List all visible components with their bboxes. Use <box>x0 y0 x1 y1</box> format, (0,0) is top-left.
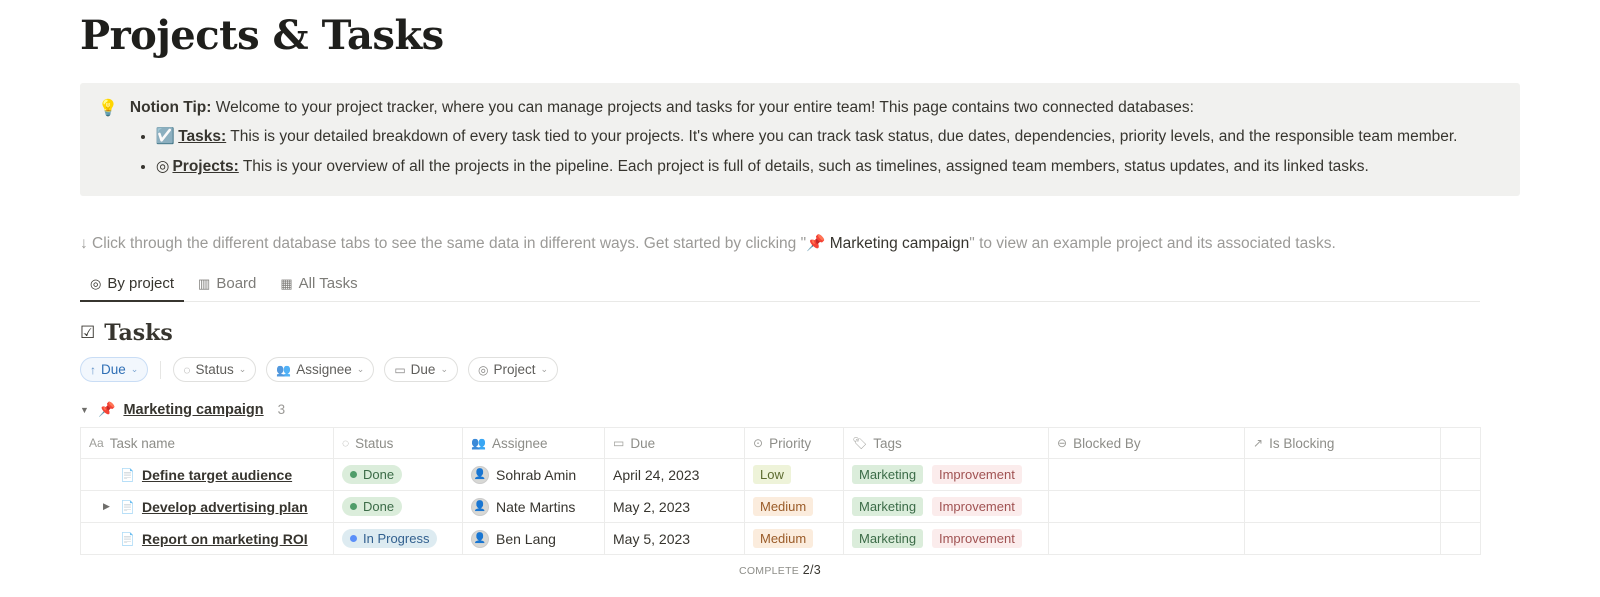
page-icon: 📄 <box>120 467 135 482</box>
cell-blocked-by[interactable] <box>1049 523 1245 555</box>
table-row[interactable] <box>81 459 1481 491</box>
status-dot-icon <box>350 471 357 478</box>
callout-item-text-projects: This is your overview of all the projects in the pipeline. Each project is full of details, such as timelines, assigned team members, status updates, and its linked tasks. <box>238 158 1369 175</box>
avatar: 👤 <box>471 530 489 548</box>
callout-lead-bold: Notion Tip: <box>129 99 212 116</box>
checkbox-icon: ☑ <box>80 323 96 342</box>
priority-badge: Medium <box>753 497 813 516</box>
cell-tags[interactable] <box>844 523 1049 555</box>
tag-badge: Improvement <box>932 465 1022 484</box>
cell-assignee[interactable] <box>463 491 605 523</box>
page-icon: 📄 <box>120 531 135 546</box>
col-blocked-by[interactable] <box>1049 428 1245 459</box>
people-icon: 👥 <box>471 436 486 450</box>
cell-tags[interactable] <box>844 491 1049 523</box>
hint-prefix: ↓ Click through the different database tabs to see the same data in different ways. Get started by clicking " <box>80 235 807 252</box>
status-icon: ◌ <box>342 436 350 450</box>
chevron-down-icon: ⌄ <box>238 364 247 374</box>
complete-label: COMPLETE <box>738 565 800 577</box>
relation-icon: ⊖ <box>1057 436 1068 450</box>
page-icon: 📄 <box>120 499 135 514</box>
chevron-down-icon: ⌄ <box>540 364 549 374</box>
cell-task-name[interactable] <box>81 491 334 523</box>
status-label: In Progress <box>363 531 430 546</box>
priority-badge: Medium <box>753 529 813 548</box>
group-count: 3 <box>277 402 286 417</box>
database-tabs <box>80 269 1480 302</box>
filter-chip-label-due: Due <box>410 362 436 377</box>
priority-badge: Low <box>753 465 791 484</box>
tab-by-project[interactable] <box>80 269 184 302</box>
col-label-tags: Tags <box>873 435 902 451</box>
tag-badge: Improvement <box>932 529 1022 548</box>
col-label-is-blocking: Is Blocking <box>1269 435 1335 451</box>
tab-label-all-tasks: All Tasks <box>298 275 358 292</box>
col-task-name[interactable] <box>81 428 334 459</box>
col-label-assignee: Assignee <box>491 435 548 451</box>
cell-assignee[interactable] <box>463 459 605 491</box>
cell-blocked-by[interactable] <box>1049 491 1245 523</box>
filter-chip-label-assignee: Assignee <box>296 362 352 377</box>
cell-status[interactable] <box>334 459 463 491</box>
cell-spacer <box>1441 459 1481 491</box>
callout-item-label-projects[interactable]: Projects: <box>172 158 239 175</box>
task-name[interactable]: Report on marketing ROI <box>141 530 308 547</box>
cell-priority[interactable] <box>745 459 844 491</box>
cell-tags[interactable] <box>844 459 1049 491</box>
tag-badge: Improvement <box>932 497 1022 516</box>
col-tags[interactable] <box>844 428 1049 459</box>
callout-list <box>130 126 1502 178</box>
status-dot-icon <box>350 503 357 510</box>
filter-chip-label-status: Status <box>195 362 234 377</box>
complete-summary[interactable] <box>739 563 821 577</box>
cell-is-blocking[interactable] <box>1245 459 1441 491</box>
status-badge <box>342 529 437 548</box>
pin-icon: 📌 <box>806 235 826 252</box>
cell-task-name[interactable] <box>81 523 334 555</box>
col-label-task-name: Task name <box>109 435 175 451</box>
tag-badge: Marketing <box>852 529 923 548</box>
callout-lead <box>130 97 1502 119</box>
cell-priority[interactable] <box>745 491 844 523</box>
callout-item-label-tasks[interactable]: Tasks: <box>178 128 227 145</box>
people-icon: 👥 <box>276 362 292 377</box>
hint-link[interactable]: Marketing campaign <box>825 235 970 252</box>
tag-icon: 🏷 <box>852 436 868 450</box>
database-name[interactable]: Tasks <box>104 320 173 346</box>
cell-priority[interactable] <box>745 523 844 555</box>
arrow-up-right-icon: ↗ <box>1253 436 1264 450</box>
task-name[interactable]: Define target audience <box>141 466 293 483</box>
filter-chip-due[interactable] <box>384 357 458 382</box>
table-footer <box>80 563 1480 577</box>
text-icon: Aa <box>89 436 104 450</box>
group-name[interactable]: Marketing campaign <box>123 401 264 418</box>
filter-chip-status[interactable] <box>173 357 256 382</box>
assignee-name: Nate Martins <box>496 498 576 515</box>
task-name[interactable]: Develop advertising plan <box>141 498 308 515</box>
status-label: Done <box>363 467 395 482</box>
col-is-blocking[interactable] <box>1245 428 1441 459</box>
callout-item-text-tasks: This is your detailed breakdown of every task tied to your projects. It's where you can track task status, due dates, dependencies, priority levels, and the responsible team member. <box>226 128 1458 145</box>
pin-icon: 📌 <box>98 401 116 417</box>
complete-value: 2/3 <box>802 563 822 577</box>
cell-is-blocking[interactable] <box>1245 523 1441 555</box>
group-header[interactable] <box>80 401 1520 418</box>
col-label-status: Status <box>355 435 394 451</box>
hint-line <box>80 233 1520 255</box>
chevron-down-icon[interactable]: ▼ <box>80 404 89 415</box>
tag-badge: Marketing <box>852 497 923 516</box>
filter-chip-project[interactable] <box>468 357 558 382</box>
lightbulb-icon: 💡 <box>98 100 118 117</box>
tag-badge: Marketing <box>852 465 923 484</box>
tab-all-tasks[interactable] <box>270 269 367 302</box>
assignee-name: Ben Lang <box>496 530 556 547</box>
sort-up-icon: ↑ <box>90 362 96 377</box>
cell-assignee[interactable] <box>463 523 605 555</box>
avatar: 👤 <box>471 466 489 484</box>
chevron-down-icon: ⌄ <box>356 364 365 374</box>
cell-due[interactable]: May 5, 2023 <box>605 523 745 555</box>
target-icon: ◎ <box>477 362 489 377</box>
col-add-property[interactable] <box>1441 428 1481 459</box>
filter-chip-label-project: Project <box>493 362 536 377</box>
chevron-down-icon: ⌄ <box>130 364 139 374</box>
col-assignee[interactable] <box>463 428 605 459</box>
board-icon: ▥ <box>198 276 211 291</box>
checkbox-icon: ☑️ <box>155 128 176 145</box>
tab-label-board: Board <box>216 275 257 292</box>
chevron-down-icon: ⌄ <box>440 364 448 374</box>
col-due[interactable] <box>605 428 745 459</box>
assignee-name: Sohrab Amin <box>496 466 577 483</box>
callout-list-item-projects <box>156 156 1502 178</box>
cell-due[interactable]: May 2, 2023 <box>605 491 745 523</box>
callout-list-item-tasks <box>156 126 1502 148</box>
status-badge <box>342 497 402 516</box>
cell-status[interactable] <box>334 491 463 523</box>
col-status[interactable] <box>334 428 463 459</box>
notion-tip-callout <box>80 83 1520 196</box>
tab-label-by-project: By project <box>107 275 175 292</box>
cell-spacer <box>1441 491 1481 523</box>
page-title: Projects & Tasks <box>80 12 444 59</box>
divider <box>160 361 161 379</box>
hint-suffix: " to view an example project and its associated tasks. <box>969 235 1336 252</box>
callout-body <box>130 97 1502 178</box>
col-label-priority: Priority <box>769 435 812 451</box>
tab-board[interactable] <box>188 269 266 302</box>
status-label: Done <box>363 499 395 514</box>
table-icon: ▦ <box>280 276 293 291</box>
table-header-row <box>81 428 1481 459</box>
status-badge <box>342 465 402 484</box>
cell-is-blocking[interactable] <box>1245 491 1441 523</box>
callout-lead-text: Welcome to your project tracker, where you can manage projects and tasks for your entire team! This page contains two connected databases: <box>211 99 1194 116</box>
filter-chip-assignee[interactable] <box>266 357 374 382</box>
expand-caret-icon[interactable]: ▶ <box>103 501 110 511</box>
status-dot-icon <box>350 535 357 542</box>
calendar-icon: ▭ <box>613 436 625 450</box>
table-row[interactable] <box>81 491 1481 523</box>
page-root <box>0 12 1600 597</box>
target-icon: ◎ <box>155 158 170 175</box>
calendar-icon: ▭ <box>394 362 406 377</box>
tasks-table <box>80 427 1481 555</box>
table-row[interactable] <box>81 523 1481 555</box>
cell-due[interactable]: April 24, 2023 <box>605 459 745 491</box>
database-title <box>80 320 1520 346</box>
select-icon: ⊙ <box>753 436 764 450</box>
target-icon: ◎ <box>90 276 102 291</box>
avatar: 👤 <box>471 498 489 516</box>
filter-bar <box>80 357 1520 382</box>
sort-chip-due[interactable] <box>80 357 148 382</box>
col-priority[interactable] <box>745 428 844 459</box>
col-label-due: Due <box>630 435 656 451</box>
sort-chip-label: Due <box>101 362 126 377</box>
cell-status[interactable] <box>334 523 463 555</box>
status-icon: ◌ <box>183 362 191 377</box>
col-label-blocked-by: Blocked By <box>1073 435 1141 451</box>
cell-task-name[interactable] <box>81 459 334 491</box>
cell-blocked-by[interactable] <box>1049 459 1245 491</box>
cell-spacer <box>1441 523 1481 555</box>
